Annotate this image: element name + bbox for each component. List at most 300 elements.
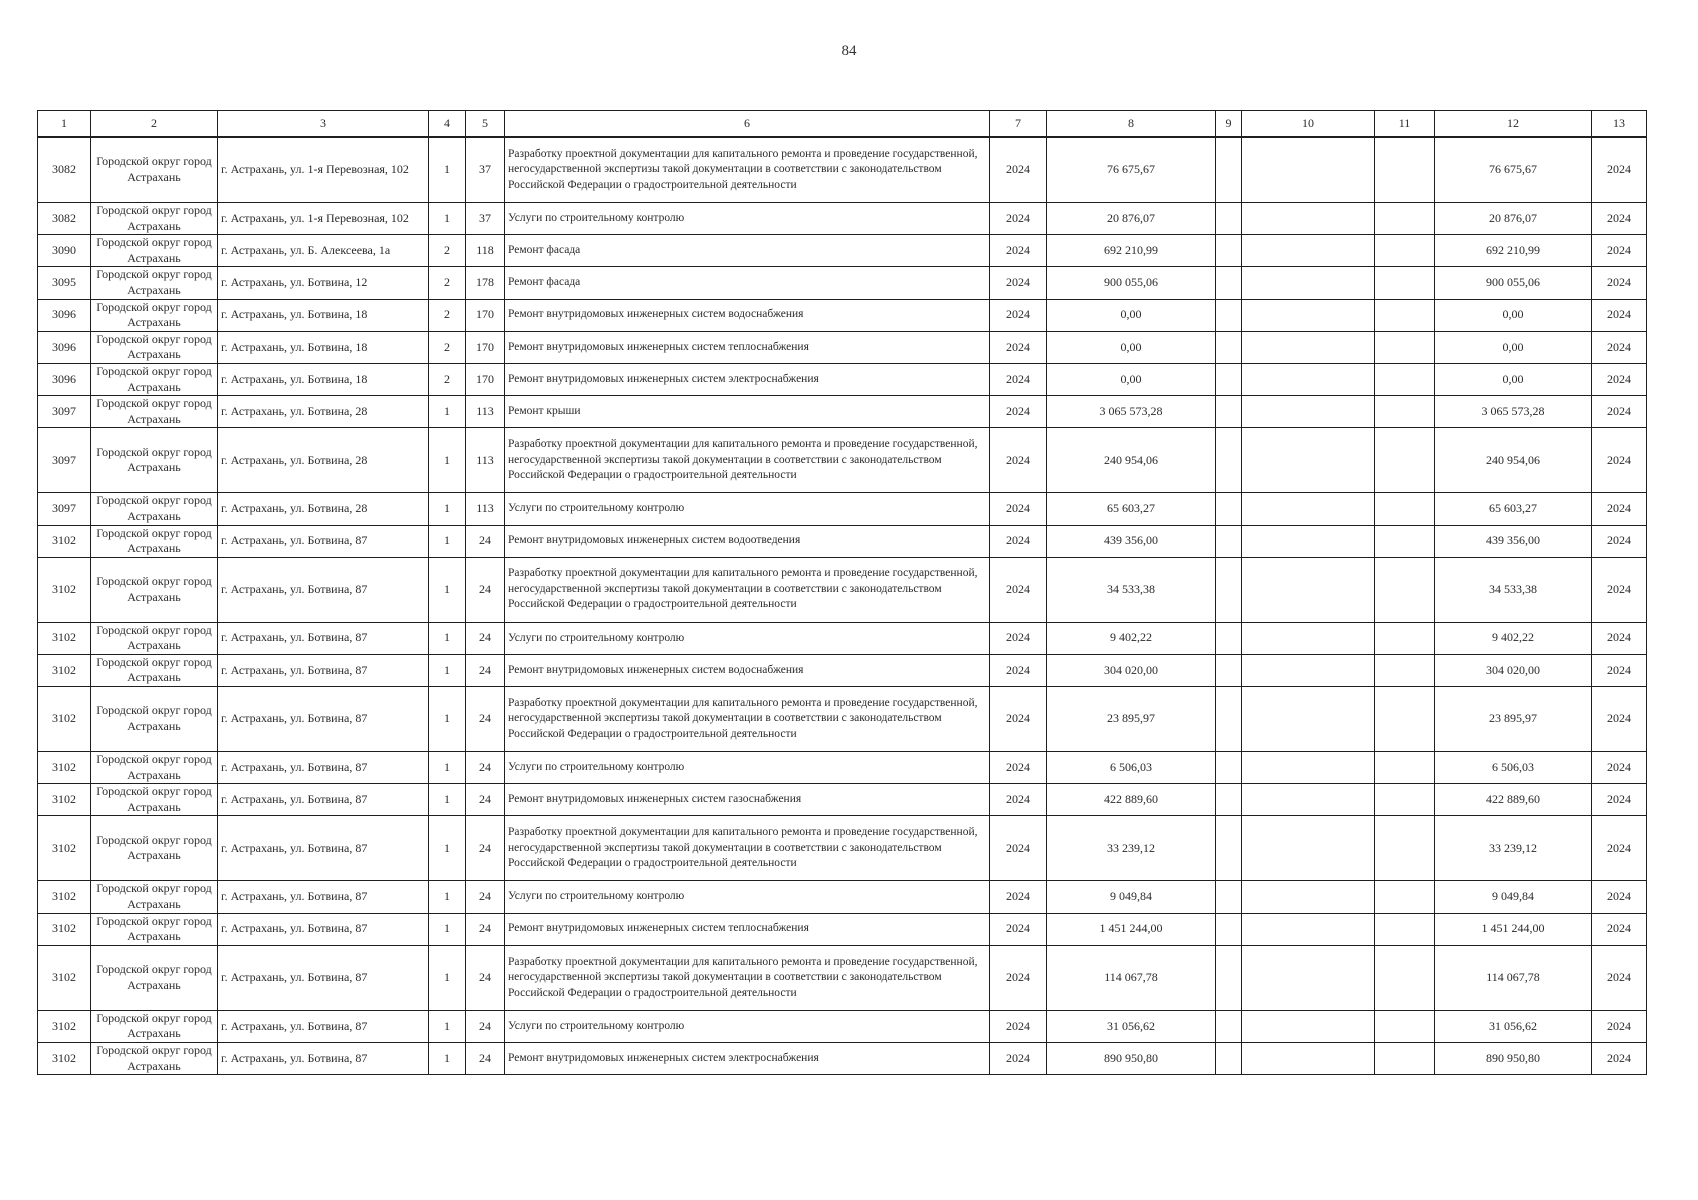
column-5-cell: 170: [466, 331, 505, 363]
row-id-cell: 3102: [38, 557, 91, 622]
year-cell: 2024: [990, 267, 1047, 299]
column-11-cell: [1375, 396, 1435, 428]
column-12-cost-cell: 31 056,62: [1435, 1010, 1592, 1042]
work-type-cell: Ремонт фасада: [505, 235, 990, 267]
column-4-cell: 1: [429, 137, 466, 203]
year-cell: 2024: [990, 203, 1047, 235]
column-13-year-cell: 2024: [1592, 622, 1647, 654]
column-12-cost-cell: 890 950,80: [1435, 1043, 1592, 1075]
cost-cell: 3 065 573,28: [1047, 396, 1216, 428]
column-13-year-cell: 2024: [1592, 525, 1647, 557]
municipality-cell: Городской округ город Астрахань: [91, 881, 218, 913]
year-cell: 2024: [990, 752, 1047, 784]
column-5-cell: 24: [466, 1043, 505, 1075]
municipality-cell: Городской округ город Астрахань: [91, 235, 218, 267]
year-cell: 2024: [990, 235, 1047, 267]
work-type-cell: Ремонт внутридомовых инженерных систем теплоснабжения: [505, 331, 990, 363]
column-10-cell: [1242, 881, 1375, 913]
column-5-cell: 24: [466, 622, 505, 654]
row-id-cell: 3102: [38, 913, 91, 945]
column-5-cell: 37: [466, 137, 505, 203]
column-5-cell: 24: [466, 752, 505, 784]
column-9-cell: [1216, 687, 1242, 752]
year-cell: 2024: [990, 1043, 1047, 1075]
row-id-cell: 3102: [38, 654, 91, 686]
column-10-cell: [1242, 1010, 1375, 1042]
address-cell: г. Астрахань, ул. Ботвина, 12: [218, 267, 429, 299]
column-11-cell: [1375, 816, 1435, 881]
row-id-cell: 3102: [38, 784, 91, 816]
column-12-cost-cell: 0,00: [1435, 363, 1592, 395]
address-cell: г. Астрахань, ул. Ботвина, 87: [218, 816, 429, 881]
work-type-cell: Услуги по строительному контролю: [505, 203, 990, 235]
column-9-cell: [1216, 137, 1242, 203]
column-11-cell: [1375, 203, 1435, 235]
cost-cell: 1 451 244,00: [1047, 913, 1216, 945]
column-5-cell: 24: [466, 816, 505, 881]
column-13-year-cell: 2024: [1592, 267, 1647, 299]
capital-repair-table: [37, 110, 1647, 1075]
municipality-cell: Городской округ город Астрахань: [91, 622, 218, 654]
column-5-cell: 24: [466, 525, 505, 557]
column-13-year-cell: 2024: [1592, 881, 1647, 913]
column-11-cell: [1375, 493, 1435, 525]
column-10-cell: [1242, 428, 1375, 493]
column-4-cell: 1: [429, 493, 466, 525]
column-10-cell: [1242, 913, 1375, 945]
column-11-cell: [1375, 752, 1435, 784]
work-type-cell: Ремонт внутридомовых инженерных систем электроснабжения: [505, 363, 990, 395]
row-id-cell: 3096: [38, 299, 91, 331]
municipality-cell: Городской округ город Астрахань: [91, 816, 218, 881]
column-13-year-cell: 2024: [1592, 557, 1647, 622]
column-9-cell: [1216, 913, 1242, 945]
row-id-cell: 3102: [38, 622, 91, 654]
row-id-cell: 3102: [38, 881, 91, 913]
address-cell: г. Астрахань, ул. 1-я Перевозная, 102: [218, 137, 429, 203]
column-4-cell: 1: [429, 203, 466, 235]
year-cell: 2024: [990, 557, 1047, 622]
year-cell: 2024: [990, 1010, 1047, 1042]
address-cell: г. Астрахань, ул. Ботвина, 28: [218, 493, 429, 525]
cost-cell: 0,00: [1047, 363, 1216, 395]
column-10-cell: [1242, 945, 1375, 1010]
column-12-cost-cell: 3 065 573,28: [1435, 396, 1592, 428]
year-cell: 2024: [990, 913, 1047, 945]
column-9-cell: [1216, 622, 1242, 654]
column-13-year-cell: 2024: [1592, 816, 1647, 881]
column-12-cost-cell: 9 402,22: [1435, 622, 1592, 654]
table-row: [38, 428, 1647, 493]
work-type-cell: Ремонт внутридомовых инженерных систем водоснабжения: [505, 299, 990, 331]
year-cell: 2024: [990, 816, 1047, 881]
work-type-cell: Услуги по строительному контролю: [505, 752, 990, 784]
column-12-cost-cell: 240 954,06: [1435, 428, 1592, 493]
municipality-cell: Городской округ город Астрахань: [91, 945, 218, 1010]
municipality-cell: Городской округ город Астрахань: [91, 396, 218, 428]
column-9-cell: [1216, 235, 1242, 267]
year-cell: 2024: [990, 654, 1047, 686]
column-12-cost-cell: 439 356,00: [1435, 525, 1592, 557]
column-10-cell: [1242, 784, 1375, 816]
column-5-cell: 113: [466, 396, 505, 428]
year-cell: 2024: [990, 363, 1047, 395]
column-4-cell: 2: [429, 331, 466, 363]
column-header: 11: [1375, 111, 1435, 138]
column-13-year-cell: 2024: [1592, 945, 1647, 1010]
column-5-cell: 24: [466, 557, 505, 622]
municipality-cell: Городской округ город Астрахань: [91, 137, 218, 203]
table-row: [38, 881, 1647, 913]
municipality-cell: Городской округ город Астрахань: [91, 331, 218, 363]
work-type-cell: Ремонт внутридомовых инженерных систем водоотведения: [505, 525, 990, 557]
table-row: [38, 784, 1647, 816]
column-header: 3: [218, 111, 429, 138]
column-4-cell: 2: [429, 363, 466, 395]
column-4-cell: 1: [429, 1010, 466, 1042]
cost-cell: 9 049,84: [1047, 881, 1216, 913]
table-row: [38, 687, 1647, 752]
column-9-cell: [1216, 881, 1242, 913]
address-cell: г. Астрахань, ул. Ботвина, 28: [218, 428, 429, 493]
column-4-cell: 1: [429, 687, 466, 752]
table-row: [38, 235, 1647, 267]
column-11-cell: [1375, 913, 1435, 945]
column-10-cell: [1242, 1043, 1375, 1075]
municipality-cell: Городской округ город Астрахань: [91, 557, 218, 622]
year-cell: 2024: [990, 137, 1047, 203]
column-9-cell: [1216, 525, 1242, 557]
page-number: 84: [841, 43, 857, 59]
column-13-year-cell: 2024: [1592, 137, 1647, 203]
column-5-cell: 170: [466, 363, 505, 395]
column-4-cell: 1: [429, 428, 466, 493]
column-10-cell: [1242, 493, 1375, 525]
work-type-cell: Ремонт внутридомовых инженерных систем электроснабжения: [505, 1043, 990, 1075]
address-cell: г. Астрахань, ул. Ботвина, 87: [218, 1043, 429, 1075]
table-row: [38, 622, 1647, 654]
column-9-cell: [1216, 428, 1242, 493]
column-13-year-cell: 2024: [1592, 687, 1647, 752]
column-13-year-cell: 2024: [1592, 331, 1647, 363]
column-11-cell: [1375, 363, 1435, 395]
column-header: 1: [38, 111, 91, 138]
column-10-cell: [1242, 816, 1375, 881]
municipality-cell: Городской округ город Астрахань: [91, 267, 218, 299]
column-5-cell: 37: [466, 203, 505, 235]
row-id-cell: 3096: [38, 331, 91, 363]
address-cell: г. Астрахань, ул. Ботвина, 87: [218, 881, 429, 913]
row-id-cell: 3082: [38, 137, 91, 203]
year-cell: 2024: [990, 299, 1047, 331]
work-type-cell: Услуги по строительному контролю: [505, 622, 990, 654]
column-4-cell: 1: [429, 396, 466, 428]
year-cell: 2024: [990, 493, 1047, 525]
work-type-cell: Ремонт внутридомовых инженерных систем теплоснабжения: [505, 913, 990, 945]
cost-cell: 6 506,03: [1047, 752, 1216, 784]
cost-cell: 240 954,06: [1047, 428, 1216, 493]
column-13-year-cell: 2024: [1592, 493, 1647, 525]
column-12-cost-cell: 304 020,00: [1435, 654, 1592, 686]
column-12-cost-cell: 900 055,06: [1435, 267, 1592, 299]
row-id-cell: 3082: [38, 203, 91, 235]
municipality-cell: Городской округ город Астрахань: [91, 1010, 218, 1042]
column-4-cell: 2: [429, 235, 466, 267]
table-body: [38, 137, 1647, 1075]
cost-cell: 20 876,07: [1047, 203, 1216, 235]
table-row: [38, 1010, 1647, 1042]
column-5-cell: 24: [466, 1010, 505, 1042]
column-13-year-cell: 2024: [1592, 752, 1647, 784]
column-12-cost-cell: 23 895,97: [1435, 687, 1592, 752]
row-id-cell: 3090: [38, 235, 91, 267]
address-cell: г. Астрахань, ул. Ботвина, 18: [218, 363, 429, 395]
year-cell: 2024: [990, 331, 1047, 363]
column-10-cell: [1242, 137, 1375, 203]
cost-cell: 692 210,99: [1047, 235, 1216, 267]
column-12-cost-cell: 0,00: [1435, 299, 1592, 331]
cost-cell: 31 056,62: [1047, 1010, 1216, 1042]
column-13-year-cell: 2024: [1592, 654, 1647, 686]
column-5-cell: 24: [466, 654, 505, 686]
column-9-cell: [1216, 1043, 1242, 1075]
address-cell: г. Астрахань, ул. Ботвина, 87: [218, 654, 429, 686]
column-13-year-cell: 2024: [1592, 1010, 1647, 1042]
column-12-cost-cell: 33 239,12: [1435, 816, 1592, 881]
column-12-cost-cell: 20 876,07: [1435, 203, 1592, 235]
column-5-cell: 113: [466, 493, 505, 525]
cost-cell: 900 055,06: [1047, 267, 1216, 299]
column-10-cell: [1242, 654, 1375, 686]
row-id-cell: 3102: [38, 687, 91, 752]
column-9-cell: [1216, 654, 1242, 686]
column-5-cell: 24: [466, 881, 505, 913]
column-13-year-cell: 2024: [1592, 396, 1647, 428]
column-number-row: [38, 111, 1647, 138]
column-9-cell: [1216, 299, 1242, 331]
column-11-cell: [1375, 881, 1435, 913]
address-cell: г. Астрахань, ул. Ботвина, 87: [218, 525, 429, 557]
column-12-cost-cell: 6 506,03: [1435, 752, 1592, 784]
table-row: [38, 396, 1647, 428]
column-12-cost-cell: 65 603,27: [1435, 493, 1592, 525]
column-9-cell: [1216, 267, 1242, 299]
row-id-cell: 3102: [38, 752, 91, 784]
cost-cell: 304 020,00: [1047, 654, 1216, 686]
row-id-cell: 3102: [38, 1010, 91, 1042]
work-type-cell: Ремонт внутридомовых инженерных систем газоснабжения: [505, 784, 990, 816]
column-9-cell: [1216, 396, 1242, 428]
column-header: 6: [505, 111, 990, 138]
column-11-cell: [1375, 557, 1435, 622]
row-id-cell: 3097: [38, 493, 91, 525]
column-11-cell: [1375, 428, 1435, 493]
column-10-cell: [1242, 203, 1375, 235]
column-header: 13: [1592, 111, 1647, 138]
column-12-cost-cell: 422 889,60: [1435, 784, 1592, 816]
year-cell: 2024: [990, 784, 1047, 816]
column-13-year-cell: 2024: [1592, 235, 1647, 267]
column-header: 9: [1216, 111, 1242, 138]
row-id-cell: 3097: [38, 396, 91, 428]
address-cell: г. Астрахань, ул. Ботвина, 87: [218, 557, 429, 622]
address-cell: г. Астрахань, ул. Ботвина, 87: [218, 913, 429, 945]
address-cell: г. Астрахань, ул. Ботвина, 87: [218, 1010, 429, 1042]
column-header: 5: [466, 111, 505, 138]
column-4-cell: 1: [429, 654, 466, 686]
address-cell: г. Астрахань, ул. Б. Алексеева, 1а: [218, 235, 429, 267]
table-row: [38, 816, 1647, 881]
column-9-cell: [1216, 784, 1242, 816]
table-row: [38, 331, 1647, 363]
address-cell: г. Астрахань, ул. Ботвина, 18: [218, 331, 429, 363]
column-11-cell: [1375, 1010, 1435, 1042]
address-cell: г. Астрахань, ул. 1-я Перевозная, 102: [218, 203, 429, 235]
municipality-cell: Городской округ город Астрахань: [91, 299, 218, 331]
column-5-cell: 113: [466, 428, 505, 493]
column-10-cell: [1242, 752, 1375, 784]
column-13-year-cell: 2024: [1592, 299, 1647, 331]
work-type-cell: Услуги по строительному контролю: [505, 881, 990, 913]
row-id-cell: 3102: [38, 816, 91, 881]
address-cell: г. Астрахань, ул. Ботвина, 87: [218, 784, 429, 816]
year-cell: 2024: [990, 622, 1047, 654]
work-type-cell: Разработку проектной документации для капитального ремонта и проведение государственной, негосударственной экспертизы такой документации в соответствии с законодательством Российской Федерации о градостроительной деятельности: [505, 137, 990, 203]
cost-cell: 65 603,27: [1047, 493, 1216, 525]
column-4-cell: 1: [429, 784, 466, 816]
column-header: 10: [1242, 111, 1375, 138]
table-row: [38, 493, 1647, 525]
work-type-cell: Ремонт крыши: [505, 396, 990, 428]
column-9-cell: [1216, 752, 1242, 784]
column-5-cell: 24: [466, 913, 505, 945]
row-id-cell: 3102: [38, 1043, 91, 1075]
year-cell: 2024: [990, 945, 1047, 1010]
column-10-cell: [1242, 396, 1375, 428]
column-10-cell: [1242, 525, 1375, 557]
table-row: [38, 299, 1647, 331]
year-cell: 2024: [990, 687, 1047, 752]
column-10-cell: [1242, 331, 1375, 363]
cost-cell: 76 675,67: [1047, 137, 1216, 203]
column-13-year-cell: 2024: [1592, 428, 1647, 493]
column-header: 2: [91, 111, 218, 138]
column-header: 4: [429, 111, 466, 138]
column-11-cell: [1375, 945, 1435, 1010]
column-12-cost-cell: 0,00: [1435, 331, 1592, 363]
column-13-year-cell: 2024: [1592, 784, 1647, 816]
year-cell: 2024: [990, 525, 1047, 557]
address-cell: г. Астрахань, ул. Ботвина, 87: [218, 687, 429, 752]
column-header: 12: [1435, 111, 1592, 138]
cost-cell: 34 533,38: [1047, 557, 1216, 622]
column-12-cost-cell: 76 675,67: [1435, 137, 1592, 203]
column-13-year-cell: 2024: [1592, 1043, 1647, 1075]
year-cell: 2024: [990, 881, 1047, 913]
work-type-cell: Ремонт внутридомовых инженерных систем водоснабжения: [505, 654, 990, 686]
column-11-cell: [1375, 1043, 1435, 1075]
column-11-cell: [1375, 137, 1435, 203]
work-type-cell: Разработку проектной документации для капитального ремонта и проведение государственной, негосударственной экспертизы такой документации в соответствии с законодательством Российской Федерации о градостроительной деятельности: [505, 687, 990, 752]
row-id-cell: 3095: [38, 267, 91, 299]
address-cell: г. Астрахань, ул. Ботвина, 87: [218, 622, 429, 654]
column-12-cost-cell: 1 451 244,00: [1435, 913, 1592, 945]
address-cell: г. Астрахань, ул. Ботвина, 28: [218, 396, 429, 428]
work-type-cell: Услуги по строительному контролю: [505, 1010, 990, 1042]
column-10-cell: [1242, 622, 1375, 654]
municipality-cell: Городской округ город Астрахань: [91, 687, 218, 752]
column-10-cell: [1242, 557, 1375, 622]
cost-cell: 0,00: [1047, 331, 1216, 363]
address-cell: г. Астрахань, ул. Ботвина, 87: [218, 752, 429, 784]
column-11-cell: [1375, 687, 1435, 752]
column-9-cell: [1216, 816, 1242, 881]
column-11-cell: [1375, 622, 1435, 654]
column-9-cell: [1216, 331, 1242, 363]
year-cell: 2024: [990, 428, 1047, 493]
column-4-cell: 1: [429, 557, 466, 622]
municipality-cell: Городской округ город Астрахань: [91, 913, 218, 945]
table-row: [38, 654, 1647, 686]
table-row: [38, 203, 1647, 235]
municipality-cell: Городской округ город Астрахань: [91, 752, 218, 784]
column-13-year-cell: 2024: [1592, 363, 1647, 395]
column-4-cell: 1: [429, 752, 466, 784]
row-id-cell: 3097: [38, 428, 91, 493]
municipality-cell: Городской округ город Астрахань: [91, 525, 218, 557]
municipality-cell: Городской округ город Астрахань: [91, 428, 218, 493]
column-9-cell: [1216, 557, 1242, 622]
cost-cell: 0,00: [1047, 299, 1216, 331]
column-12-cost-cell: 114 067,78: [1435, 945, 1592, 1010]
table-row: [38, 267, 1647, 299]
address-cell: г. Астрахань, ул. Ботвина, 18: [218, 299, 429, 331]
column-4-cell: 2: [429, 267, 466, 299]
column-9-cell: [1216, 493, 1242, 525]
cost-cell: 23 895,97: [1047, 687, 1216, 752]
column-4-cell: 1: [429, 913, 466, 945]
column-5-cell: 24: [466, 945, 505, 1010]
cost-cell: 114 067,78: [1047, 945, 1216, 1010]
table-row: [38, 913, 1647, 945]
column-11-cell: [1375, 784, 1435, 816]
column-11-cell: [1375, 331, 1435, 363]
work-type-cell: Разработку проектной документации для капитального ремонта и проведение государственной, негосударственной экспертизы такой документации в соответствии с законодательством Российской Федерации о градостроительной деятельности: [505, 816, 990, 881]
column-11-cell: [1375, 299, 1435, 331]
cost-cell: 439 356,00: [1047, 525, 1216, 557]
column-10-cell: [1242, 235, 1375, 267]
work-type-cell: Разработку проектной документации для капитального ремонта и проведение государственной, негосударственной экспертизы такой документации в соответствии с законодательством Российской Федерации о градостроительной деятельности: [505, 557, 990, 622]
column-11-cell: [1375, 654, 1435, 686]
municipality-cell: Городской округ город Астрахань: [91, 363, 218, 395]
column-10-cell: [1242, 363, 1375, 395]
table-row: [38, 525, 1647, 557]
column-13-year-cell: 2024: [1592, 203, 1647, 235]
column-4-cell: 1: [429, 945, 466, 1010]
column-10-cell: [1242, 267, 1375, 299]
column-4-cell: 1: [429, 525, 466, 557]
column-4-cell: 1: [429, 881, 466, 913]
column-11-cell: [1375, 525, 1435, 557]
year-cell: 2024: [990, 396, 1047, 428]
column-10-cell: [1242, 299, 1375, 331]
row-id-cell: 3096: [38, 363, 91, 395]
cost-cell: 33 239,12: [1047, 816, 1216, 881]
municipality-cell: Городской округ город Астрахань: [91, 654, 218, 686]
table-row: [38, 363, 1647, 395]
column-5-cell: 24: [466, 687, 505, 752]
column-header: 7: [990, 111, 1047, 138]
